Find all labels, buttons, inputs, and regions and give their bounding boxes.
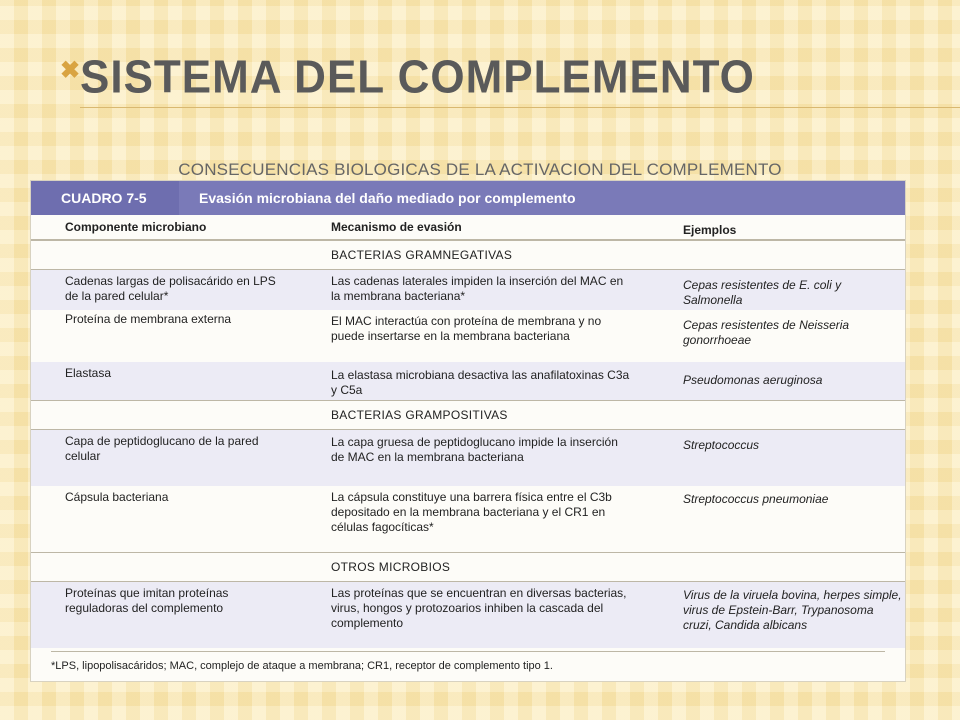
- cell-examples: Streptococcus: [683, 438, 760, 452]
- column-header-component: Componente microbiano: [65, 220, 207, 234]
- cell-examples: Virus de la viruela bovina, herpes simple, virus de Epstein-Barr, Trypanosoma cruzi, Candida albicans: [683, 588, 902, 632]
- table-header-bar: [31, 181, 905, 215]
- table-row: [31, 486, 905, 552]
- cell-mechanism: La cápsula constituye una barrera física entre el C3b depositado en la membrana bacteriana y el CR1 en células fagocíticas*: [331, 490, 612, 534]
- cell-mechanism: Las proteínas que se encuentran en diversas bacterias, virus, hongos y protozoarios inhiben la cascada del complemento: [331, 586, 627, 630]
- cell-mechanism: La elastasa microbiana desactiva las anafilatoxinas C3a y C5a: [331, 368, 630, 397]
- slide-title: SISTEMA DEL COMPLEMENTO: [80, 51, 755, 104]
- cell-component: Cadenas largas de polisacárido en LPS de la pared celular*: [65, 274, 276, 303]
- cell-component: Cápsula bacteriana: [65, 490, 169, 504]
- cell-examples: Streptococcus pneumoniae: [683, 492, 829, 506]
- cell-mechanism: Las cadenas laterales impiden la inserción del MAC en la membrana bacteriana*: [331, 274, 624, 303]
- table-row: [31, 430, 905, 486]
- cell-mechanism: La capa gruesa de peptidoglucano impide la inserción de MAC en la membrana bacteriana: [331, 435, 618, 464]
- table-row: [31, 582, 905, 648]
- table-row: [31, 270, 905, 310]
- evasion-table: [30, 180, 906, 682]
- section-title: OTROS MICROBIOS: [331, 560, 451, 574]
- table-footnote: *LPS, lipopolisacáridos; MAC, complejo de ataque a membrana; CR1, receptor de complemento tipo 1.: [51, 651, 885, 672]
- cell-component: Proteínas que imitan proteínas reguladoras del complemento: [65, 586, 229, 615]
- section-header: [31, 240, 905, 270]
- section-title: BACTERIAS GRAMPOSITIVAS: [331, 408, 508, 422]
- section-header: [31, 552, 905, 582]
- table-row: [31, 310, 905, 362]
- cell-examples: Cepas resistentes de Neisseria gonorrhoeae: [683, 318, 850, 347]
- cell-component: Capa de peptidoglucano de la pared celular: [65, 434, 259, 463]
- column-header-examples: Ejemplos: [683, 223, 737, 237]
- column-header-mechanism: Mecanismo de evasión: [331, 220, 462, 234]
- table-code: CUADRO 7-5: [31, 181, 179, 215]
- section-title: BACTERIAS GRAMNEGATIVAS: [331, 248, 513, 262]
- cell-examples: Pseudomonas aeruginosa: [683, 373, 823, 387]
- title-divider: [80, 107, 960, 108]
- section-header: [31, 400, 905, 430]
- column-headers: [31, 215, 905, 240]
- table-row: [31, 362, 905, 400]
- cell-mechanism: El MAC interactúa con proteína de membrana y no puede insertarse en la membrana bacteriana: [331, 314, 602, 343]
- cell-component: Proteína de membrana externa: [65, 312, 232, 326]
- title-bullet-icon: ✖: [60, 57, 81, 84]
- cell-examples: Cepas resistentes de E. coli y Salmonella: [683, 278, 842, 307]
- slide-subtitle: CONSECUENCIAS BIOLOGICAS DE LA ACTIVACION DEL COMPLEMENTO: [178, 160, 782, 179]
- cell-component: Elastasa: [65, 366, 112, 380]
- table-caption: Evasión microbiana del daño mediado por complemento: [199, 190, 576, 206]
